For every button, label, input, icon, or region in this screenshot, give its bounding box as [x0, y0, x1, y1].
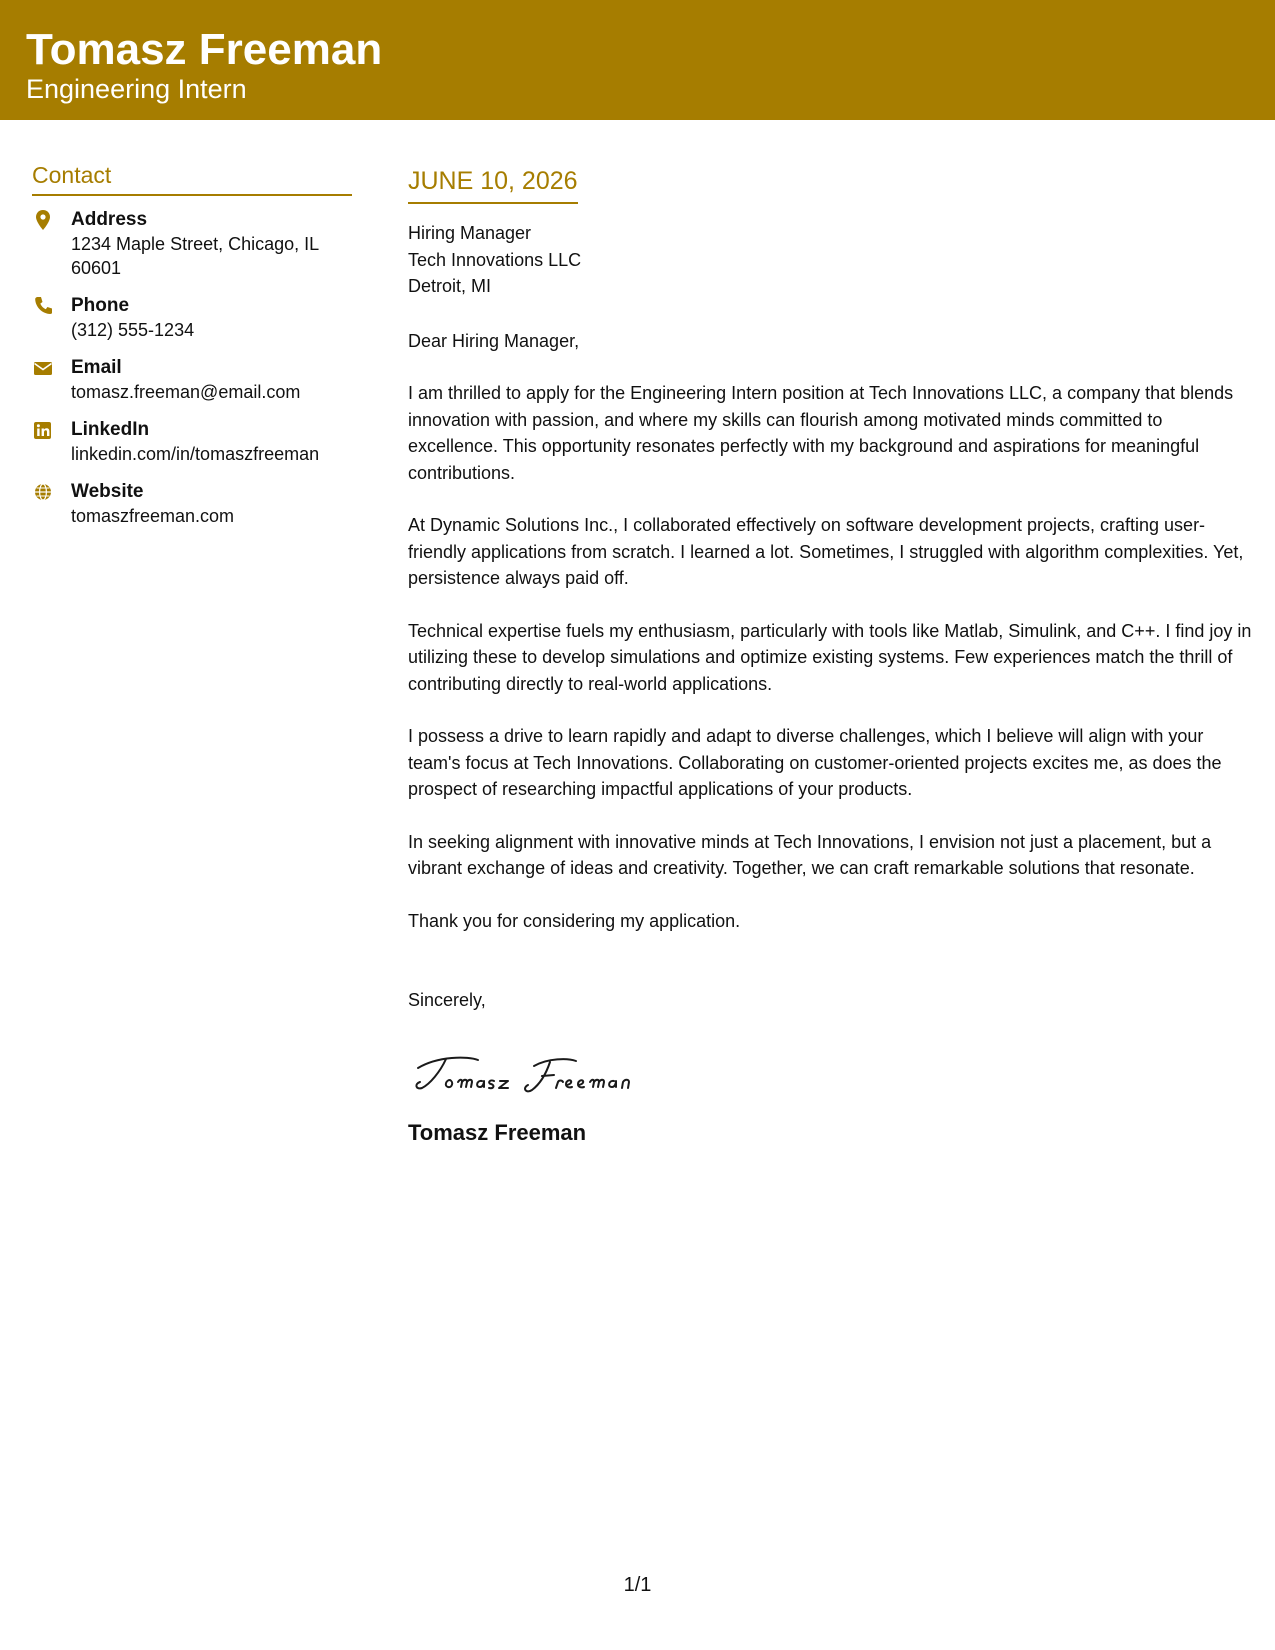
recipient-title: Hiring Manager: [408, 223, 532, 243]
contact-label: Phone: [71, 295, 130, 316]
contact-item-website: [32, 480, 352, 528]
handwritten-signature: [408, 1044, 1253, 1104]
contact-value: linkedin.com/in/tomaszfreeman: [71, 444, 320, 464]
recipient-location: Detroit, MI: [408, 276, 492, 296]
contact-item-linkedin: [32, 418, 352, 466]
contact-item-email: [32, 356, 352, 404]
salutation: Dear Hiring Manager,: [408, 330, 580, 351]
page-number: 1/1: [623, 1574, 652, 1596]
contact-label: Address: [71, 209, 148, 230]
signer-name: Tomasz Freeman: [408, 1119, 587, 1145]
contact-item-phone: [32, 294, 352, 342]
contact-value: tomasz.freeman@email.com: [71, 382, 301, 402]
envelope-icon: [34, 358, 52, 378]
letter-paragraph: I am thrilled to apply for the Engineering Intern position at Tech Innovations LLC, a company that blends innovation with passion, and where my skills can flourish among motivated minds committed to excellence. This opportunity resonates perfectly with my background and aspirations for meaningful contributions.: [408, 383, 1234, 483]
letter-body: [408, 164, 1253, 1148]
contact-item-address: [32, 208, 352, 280]
letter-paragraph: In seeking alignment with innovative minds at Tech Innovations, I envision not just a placement, but a vibrant exchange of ideas and creativity. Together, we can craft remarkable solutions that resonate.: [408, 831, 1212, 878]
map-pin-icon: [34, 210, 52, 230]
applicant-name: Tomasz Freeman: [26, 25, 383, 74]
letter-paragraph: Technical expertise fuels my enthusiasm, particularly with tools like Matlab, Simulink, and C++. I find joy in utilizing these to develop simulations and optimize existing systems. Few experiences match the thrill of contributing directly to real-world applications.: [408, 620, 1252, 694]
globe-icon: [34, 482, 52, 502]
contact-label: LinkedIn: [71, 419, 150, 440]
contact-label: Email: [71, 357, 122, 378]
applicant-role: Engineering Intern: [26, 74, 247, 104]
recipient-block: [408, 220, 1253, 300]
signature-image: [408, 1044, 668, 1104]
header-banner: [0, 0, 1275, 120]
contact-value: (312) 555-1234: [71, 320, 195, 340]
linkedin-icon: [34, 420, 52, 440]
letter-paragraph: I possess a drive to learn rapidly and adapt to diverse challenges, which I believe will align with your team's focus at Tech Innovations. Collaborating on customer-oriented projects excites me, as does the prospect of researching impactful applications of your products.: [408, 726, 1222, 799]
contact-label: Website: [71, 481, 144, 502]
letter-paragraph: At Dynamic Solutions Inc., I collaborated effectively on software development projects, crafting user-friendly applications from scratch. I learned a lot. Sometimes, I struggled with algorithm complexities. Yet, persistence always paid off.: [408, 515, 1244, 588]
letter-date: JUNE 10, 2026: [408, 164, 578, 204]
contact-value: tomaszfreeman.com: [71, 506, 235, 526]
closing: Sincerely,: [408, 990, 486, 1010]
recipient-company: Tech Innovations LLC: [408, 249, 582, 270]
contact-value: 1234 Maple Street, Chicago, IL 60601: [71, 234, 319, 278]
letter-paragraph: Thank you for considering my application.: [408, 910, 741, 931]
phone-icon: [34, 296, 52, 316]
contact-heading: Contact: [32, 160, 352, 196]
contact-sidebar: [32, 160, 352, 542]
